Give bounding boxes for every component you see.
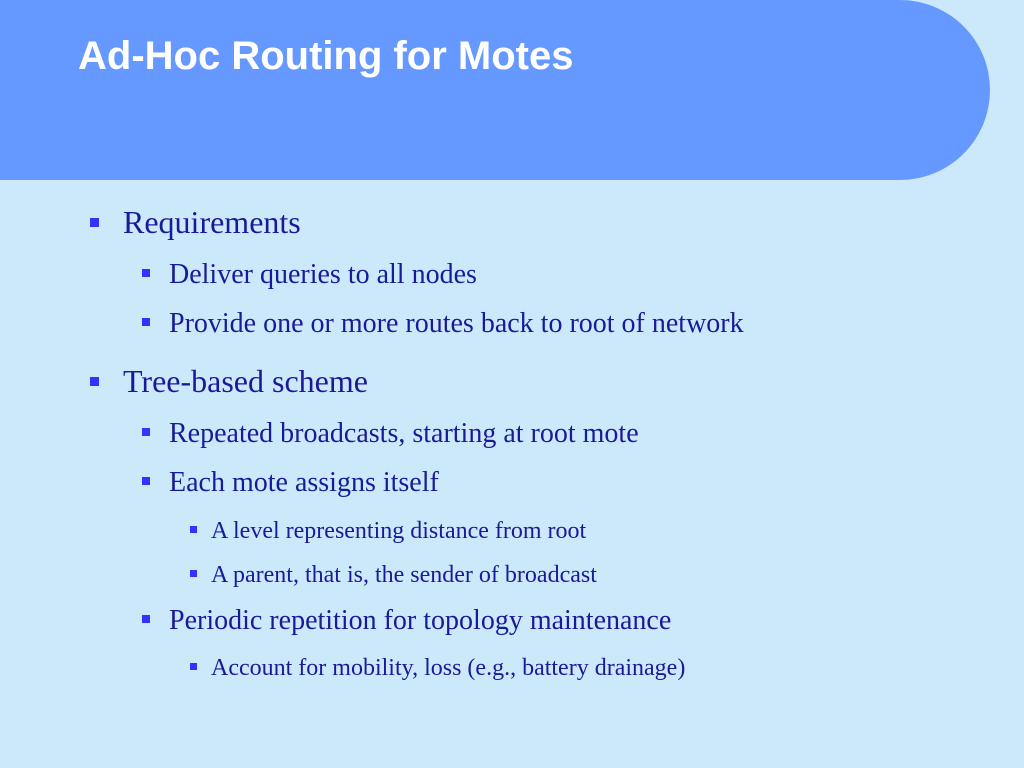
bullet-text: Periodic repetition for topology maintenance: [169, 605, 672, 636]
bullet-item-level-1: [90, 361, 368, 401]
bullet-item-level-3: [190, 653, 685, 683]
bullet-text: Repeated broadcasts, starting at root mote: [169, 418, 639, 449]
bullet-item-level-3: [190, 516, 586, 546]
square-bullet-icon: [190, 570, 197, 577]
square-bullet-icon: [142, 428, 150, 436]
bullet-text: A parent, that is, the sender of broadcast: [211, 562, 597, 588]
bullet-text: Deliver queries to all nodes: [169, 259, 477, 290]
square-bullet-icon: [142, 477, 150, 485]
bullet-item-level-2: [142, 307, 744, 341]
bullet-text: Each mote assigns itself: [169, 467, 439, 498]
bullet-text: Account for mobility, loss (e.g., battery drainage): [211, 655, 686, 681]
square-bullet-icon: [190, 526, 197, 533]
square-bullet-icon: [90, 377, 99, 386]
bullet-item-level-1: [90, 202, 301, 242]
square-bullet-icon: [190, 663, 197, 670]
square-bullet-icon: [90, 218, 99, 227]
square-bullet-icon: [142, 615, 150, 623]
slide-title: Ad-Hoc Routing for Motes: [78, 34, 574, 78]
square-bullet-icon: [142, 318, 150, 326]
square-bullet-icon: [142, 269, 150, 277]
bullet-item-level-2: [142, 258, 477, 292]
bullet-text: Requirements: [123, 204, 301, 240]
bullet-text: Provide one or more routes back to root of network: [169, 308, 744, 339]
bullet-text: A level representing distance from root: [211, 518, 587, 544]
bullet-item-level-2: [142, 417, 639, 451]
bullet-item-level-3: [190, 560, 597, 590]
bullet-item-level-2: [142, 604, 671, 638]
bullet-item-level-2: [142, 466, 439, 500]
bullet-text: Tree-based scheme: [123, 363, 368, 399]
